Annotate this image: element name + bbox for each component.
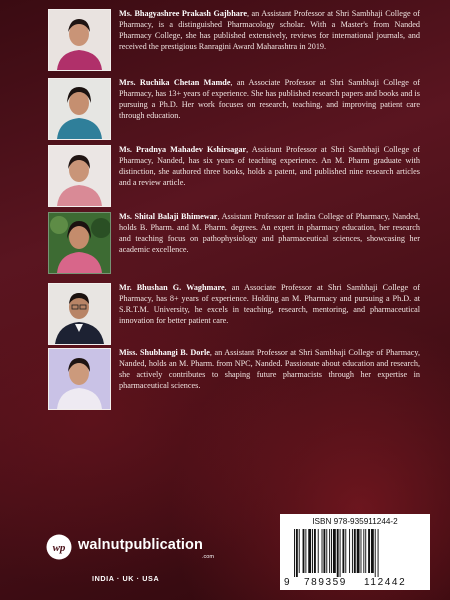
author-name-3: Ms. Pradnya Mahadev Kshirsagar: [119, 145, 247, 154]
author-photo-3: [48, 145, 111, 207]
barcode-bar: [371, 529, 374, 573]
barcode-bar: [308, 529, 311, 573]
author-bio-text-4: [119, 211, 420, 255]
barcode-bar: [331, 529, 332, 573]
author-photo-4: [48, 212, 111, 274]
author-name-4: Ms. Shital Balaji Bhimewar: [119, 212, 218, 221]
barcode-bar: [363, 529, 364, 573]
barcode-bar: [352, 529, 353, 573]
barcode-bar: [314, 529, 316, 573]
barcode-bar: [305, 529, 306, 573]
barcode-bar: [322, 529, 323, 573]
isbn-barcode: [280, 514, 430, 590]
author-photo-5: [48, 283, 111, 345]
barcode-bar: [312, 529, 313, 573]
barcode-bar: [303, 529, 305, 573]
barcode-bars: [294, 529, 418, 577]
barcode-bar: [365, 529, 366, 573]
barcode-bar: [357, 529, 360, 573]
author-name-2: Mrs. Ruchika Chetan Mamde: [119, 78, 231, 87]
barcode-bar: [361, 529, 362, 573]
barcode-digits-left: 789359: [304, 577, 347, 588]
barcode-bar: [296, 529, 298, 577]
barcode-bar: [375, 529, 376, 577]
author-photo-2: [48, 78, 111, 140]
barcode-digit-first: 9: [284, 577, 290, 588]
author-description-5: , an Associate Professor at Shri Sambhaji College of Pharmacy, has 8+ years of experience. Holding an M. Pharmacy and pursuing a Ph.D. at S.R.T.M. University, he excels in teaching, research, mentoring, and pharmaceutical innovation for better patient care.: [119, 283, 420, 326]
publisher-logo-mark: wp: [52, 542, 66, 554]
author-description-1: , an Assistant Professor at Shri Sambhaji College of Pharmacy, is a distinguished Pharmacology scholar. With a Master's from Nanded Pharmacy College, she has published extensively, reviews for international journals, and received the prestigious Ranragini Award Maharashtra in 2019.: [119, 9, 420, 52]
author-bio-text-2: [119, 77, 420, 121]
author-bio-text-3: [119, 144, 420, 188]
author-bio-text-5: [119, 282, 420, 326]
author-description-6: , an Assistant Professor at Shri Sambhaji College of Pharmacy, Nanded, holds an M. Pharm. from NPC, Nanded. Passionate about education and research, she actively contributes to shaping future pharmacists through her expertise in pharmaceutical sciences.: [119, 348, 420, 391]
author-bio-text-6: [119, 347, 420, 391]
barcode-bar: [337, 529, 339, 577]
barcode-bar: [329, 529, 330, 573]
barcode-bar: [326, 529, 327, 573]
barcode-bar: [299, 529, 300, 573]
barcode-bar: [349, 529, 350, 573]
barcode-bar: [294, 529, 295, 577]
author-name-1: Ms. Bhagyashree Prakash Gajbhare: [119, 9, 247, 18]
barcode-bar: [368, 529, 370, 573]
publisher-regions: INDIA · UK · USA: [92, 574, 160, 583]
barcode-bar: [378, 529, 379, 577]
isbn-label: ISBN 978-935911244-2: [312, 517, 398, 526]
barcode-bar: [340, 529, 341, 577]
author-photo-1: [48, 9, 111, 71]
publisher-logo: [46, 534, 72, 560]
author-bio-6: [48, 348, 418, 430]
author-name-5: Mr. Bhushan G. Waghmare: [119, 283, 225, 292]
author-description-4: , Assistant Professor at Indira College of Pharmacy, Nanded, holds B. Pharm. and M. Pharm. degrees. An expert in pharmacy education, her research and teaching focus on pathophysiology and pharmaceutical sciences, showcasing her academic excellence.: [119, 212, 420, 255]
author-description-3: , Assistant Professor at Shri Sambhaji College of Pharmacy, Nanded, has six years of teaching experience. An M. Pharm graduate with distinction, she authored three books, holds a patent, and published nine research articles and a review article.: [119, 145, 420, 188]
author-description-2: , an Associate Professor at Shri Sambhaji College of Pharmacy, has 13+ years of experience. She has published research papers and books and is pursuing a Ph.D. Her work focuses on research, teaching, and improving patient care through education.: [119, 78, 420, 121]
author-photo-6: [48, 348, 111, 410]
barcode-bar: [354, 529, 356, 573]
publisher-name: walnutpublication: [78, 537, 203, 553]
barcode-digits-right: 112442: [364, 577, 407, 588]
author-bio-text-1: [119, 8, 420, 52]
barcode-bar: [345, 529, 346, 573]
author-name-6: Miss. Shubhangi B. Dorle: [119, 348, 210, 357]
barcode-bar: [342, 529, 344, 573]
publisher-domain: .com: [202, 554, 214, 560]
barcode-bar: [318, 529, 319, 573]
barcode-bar: [333, 529, 336, 573]
barcode-bar: [323, 529, 325, 573]
